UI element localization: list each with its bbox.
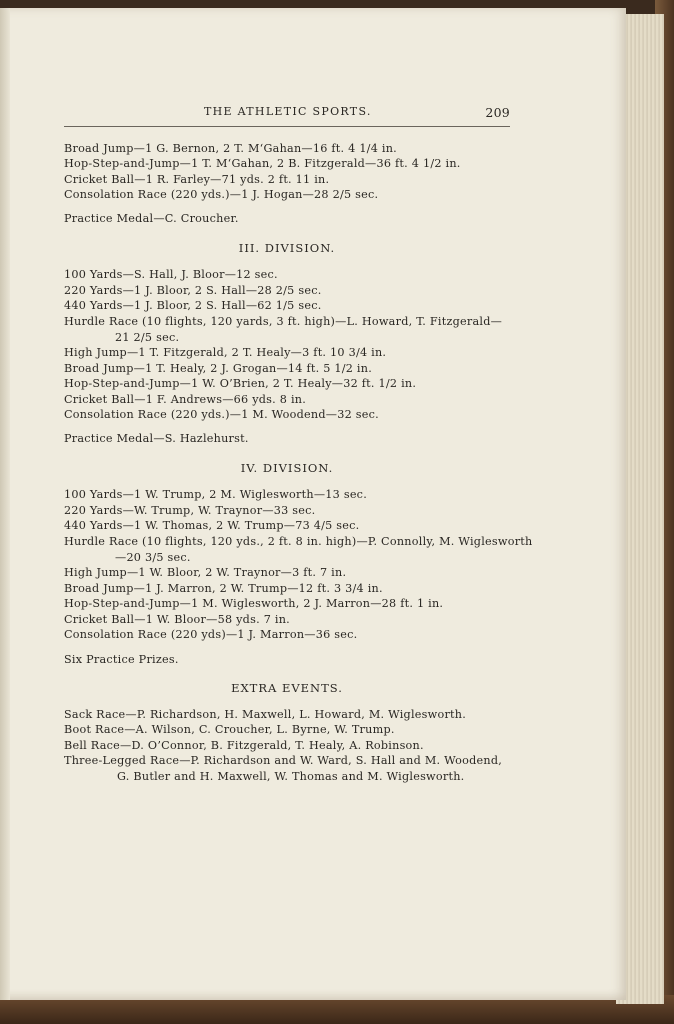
result-line: Cricket Ball—1 F. Andrews—66 yds. 8 in. [64,393,307,406]
result-line: Hurdle Race (10 flights, 120 yards, 3 ft. high)—L. Howard, T. Fitzgerald— [64,315,503,328]
practice-prizes: Six Practice Prizes. [64,653,179,666]
result-line: Three-Legged Race—P. Richardson and W. Ward, S. Hall and M. Woodend, [64,754,503,767]
result-line: Consolation Race (220 yds)—1 J. Marron—36 sec. [64,628,358,641]
page-header [64,105,510,123]
result-line: Broad Jump—1 G. Bernon, 2 T. M‘Gahan—16 ft. 4 1/4 in. [64,142,397,155]
result-line: Cricket Ball—1 W. Bloor—58 yds. 7 in. [64,613,290,626]
result-line: Hop-Step-and-Jump—1 M. Wiglesworth, 2 J. Marron—28 ft. 1 in. [64,597,444,610]
result-line: Broad Jump—1 J. Marron, 2 W. Trump—12 ft. 3 3/4 in. [64,582,383,595]
result-line: High Jump—1 T. Fitzgerald, 2 T. Healy—3 ft. 10 3/4 in. [64,346,387,359]
result-line: 100 Yards—S. Hall, J. Bloor—12 sec. [64,268,278,281]
header-rule [64,126,510,127]
practice-medal: Practice Medal—C. Croucher. [64,212,239,225]
result-line: Boot Race—A. Wilson, C. Croucher, L. Byrne, W. Trump. [64,723,395,736]
result-line: Hop-Step-and-Jump—1 W. O’Brien, 2 T. Healy—32 ft. 1/2 in. [64,377,417,390]
page-gutter [0,8,10,1000]
result-line: Consolation Race (220 yds.)—1 M. Woodend—32 sec. [64,408,379,421]
result-line: 220 Yards—1 J. Bloor, 2 S. Hall—28 2/5 sec. [64,284,322,297]
result-line-continued: G. Butler and H. Maxwell, W. Thomas and M. Wiglesworth. [117,770,465,783]
result-line: Bell Race—D. O’Connor, B. Fitzgerald, T. Healy, A. Robinson. [64,739,424,752]
result-line: 440 Yards—1 W. Thomas, 2 W. Trump—73 4/5 sec. [64,519,360,532]
running-title: THE ATHLETIC SPORTS. [204,105,372,118]
practice-medal: Practice Medal—S. Hazlehurst. [64,432,249,445]
result-line: 220 Yards—W. Trump, W. Traynor—33 sec. [64,504,316,517]
result-line: High Jump—1 W. Bloor, 2 W. Traynor—3 ft. 7 in. [64,566,347,579]
result-line: Hop-Step-and-Jump—1 T. M‘Gahan, 2 B. Fitzgerald—36 ft. 4 1/2 in. [64,157,461,170]
result-line: Sack Race—P. Richardson, H. Maxwell, L. Howard, M. Wiglesworth. [64,708,467,721]
extra-events-heading: EXTRA EVENTS. [231,681,343,695]
result-line-continued: —20 3/5 sec. [115,551,191,564]
page-number: 209 [485,105,510,120]
result-line: Cricket Ball—1 R. Farley—71 yds. 2 ft. 11 in. [64,173,330,186]
division-3-heading: III. DIVISION. [238,241,336,255]
result-line: Broad Jump—1 T. Healy, 2 J. Grogan—14 ft. 5 1/2 in. [64,362,373,375]
result-line: Hurdle Race (10 flights, 120 yds., 2 ft. 8 in. high)—P. Connolly, M. Wiglesworth [64,535,533,548]
result-line: Consolation Race (220 yds.)—1 J. Hogan—28 2/5 sec. [64,188,379,201]
division-4-heading: IV. DIVISION. [240,461,334,475]
result-line: 440 Yards—1 J. Bloor, 2 S. Hall—62 1/5 sec. [64,299,322,312]
result-line: 100 Yards—1 W. Trump, 2 M. Wiglesworth—13 sec. [64,488,368,501]
result-line-continued: 21 2/5 sec. [115,331,180,344]
